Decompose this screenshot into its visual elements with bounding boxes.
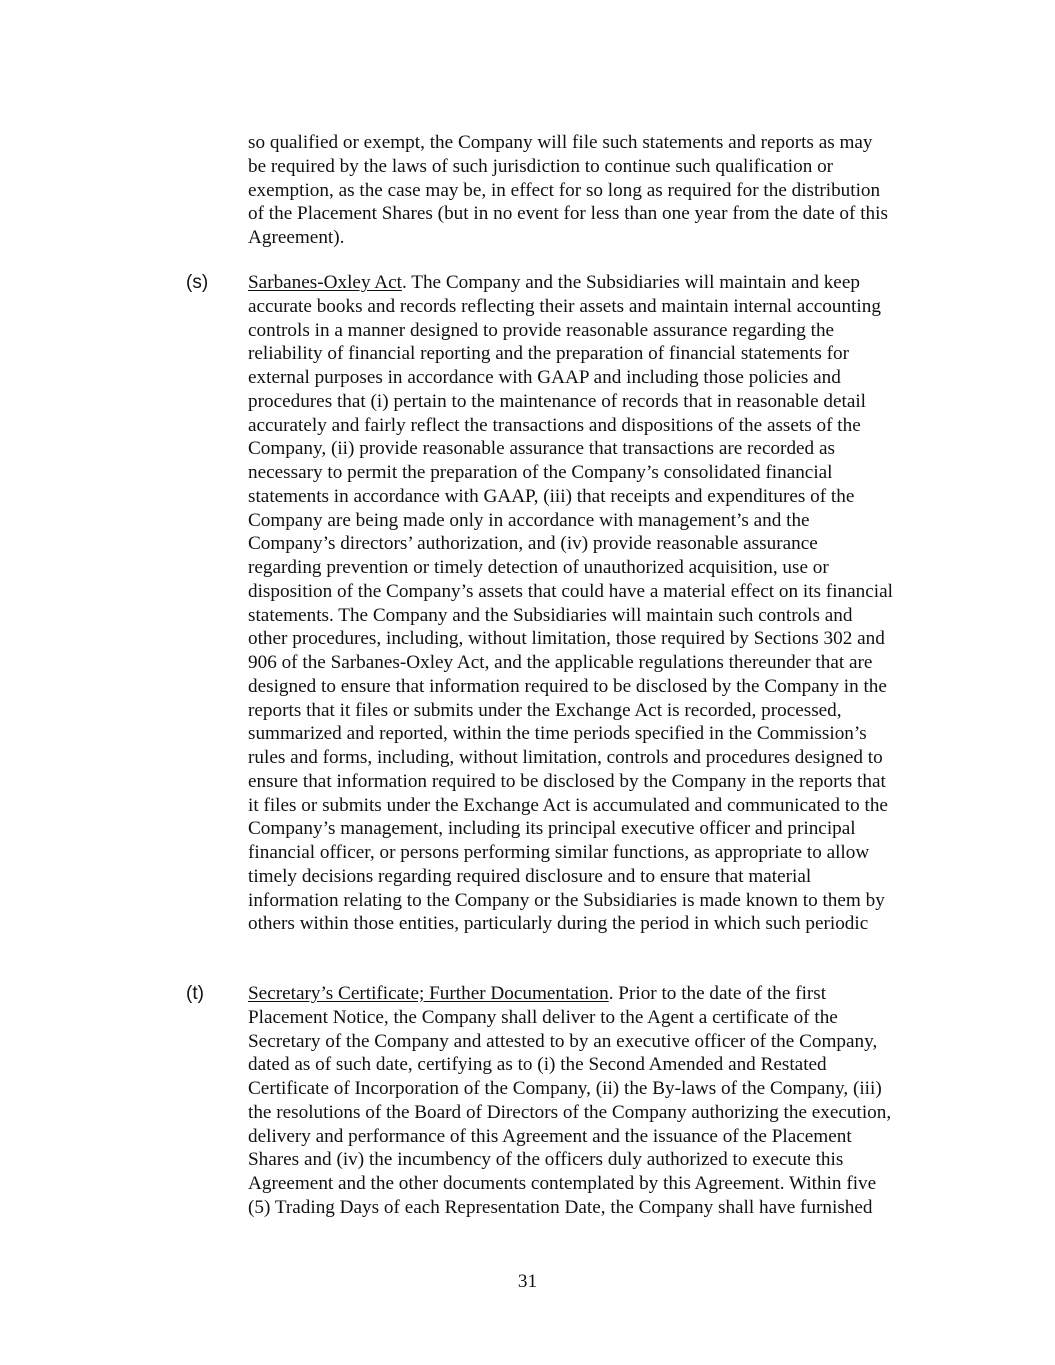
paragraph-line: of the Placement Shares (but in no event for less than one year from the date of this	[248, 203, 888, 225]
paragraph-line: dated as of such date, certifying as to (i) the Second Amended and Restated	[248, 1054, 827, 1076]
paragraph-line: information relating to the Company or the Subsidiaries is made known to them by	[248, 889, 885, 911]
paragraph-line: rules and forms, including, without limitation, controls and procedures designed to	[248, 747, 883, 768]
paragraph-line: statements in accordance with GAAP, (iii) that receipts and expenditures of the	[248, 485, 855, 507]
paragraph-line: regarding prevention or timely detection of unauthorized acquisition, use or	[248, 557, 829, 578]
section-first-line-text: . The Company and the Subsidiaries will maintain and keep	[402, 272, 860, 293]
section-first-line	[248, 271, 860, 295]
paragraph-line: accurate books and records reflecting their assets and maintain internal accounting	[248, 295, 881, 317]
paragraph-line: other procedures, including, without limitation, those required by Sections 302 and	[248, 628, 885, 650]
paragraph-line: controls in a manner designed to provide reasonable assurance regarding the	[248, 319, 835, 341]
paragraph-line: delivery and performance of this Agreement and the issuance of the Placement	[248, 1125, 852, 1147]
paragraph-line: Shares and (iv) the incumbency of the officers duly authorized to execute this	[248, 1149, 844, 1171]
paragraph-line: reports that it files or submits under the Exchange Act is recorded, processed,	[248, 699, 842, 721]
paragraph-line: Certificate of Incorporation of the Company, (ii) the By-laws of the Company, (iii)	[248, 1078, 882, 1099]
paragraph-line: Placement Notice, the Company shall deliver to the Agent a certificate of the	[248, 1006, 838, 1028]
paragraph-line: Company are being made only in accordance with management’s and the	[248, 509, 810, 531]
paragraph-line: exemption, as the case may be, in effect for so long as required for the distribution	[248, 179, 881, 201]
section-heading: Sarbanes-Oxley Act	[248, 272, 402, 293]
paragraph-line: external purposes in accordance with GAAP and including those policies and	[248, 367, 841, 388]
paragraph-line: Company, (ii) provide reasonable assurance that transactions are recorded as	[248, 438, 835, 460]
section-heading: Secretary’s Certificate; Further Documentation	[248, 983, 609, 1004]
paragraph-line: necessary to permit the preparation of the Company’s consolidated financial	[248, 462, 833, 483]
page-number: 31	[517, 1271, 538, 1292]
paragraph-line: timely decisions regarding required disclosure and to ensure that material	[248, 865, 812, 887]
paragraph-line: disposition of the Company’s assets that could have a material effect on its financial	[248, 580, 893, 602]
paragraph-line: Agreement).	[248, 227, 345, 248]
paragraph-line: 906 of the Sarbanes-Oxley Act, and the applicable regulations thereunder that are	[248, 652, 873, 673]
paragraph-line: summarized and reported, within the time periods specified in the Commission’s	[248, 723, 867, 745]
paragraph-line: ensure that information required to be disclosed by the Company in the reports that	[248, 770, 886, 792]
paragraph-line: Company’s directors’ authorization, and (iv) provide reasonable assurance	[248, 533, 818, 555]
section-s-sarbanes-oxley	[248, 271, 931, 936]
paragraph-line: financial officer, or persons performing similar functions, as appropriate to allow	[248, 842, 870, 863]
paragraph-line: accurately and fairly reflect the transactions and dispositions of the assets of the	[248, 414, 861, 436]
paragraph-line: it files or submits under the Exchange Act is accumulated and communicated to the	[248, 794, 888, 816]
paragraph-line: designed to ensure that information required to be disclosed by the Company in the	[248, 675, 887, 697]
section-t-secretary-certificate	[248, 982, 931, 1220]
paragraph-line: be required by the laws of such jurisdiction to continue such qualification or	[248, 155, 834, 177]
continuation-paragraph	[248, 131, 931, 250]
paragraph-line: others within those entities, particularly during the period in which such periodic	[248, 913, 869, 935]
paragraph-line: Agreement and the other documents contemplated by this Agreement. Within five	[248, 1173, 877, 1194]
paragraph-line: statements. The Company and the Subsidiaries will maintain such controls and	[248, 604, 853, 626]
paragraph-line: the resolutions of the Board of Directors of the Company authorizing the execution,	[248, 1101, 892, 1123]
paragraph-line: reliability of financial reporting and the preparation of financial statements for	[248, 343, 849, 365]
section-marker-t: (t)	[186, 983, 204, 1004]
paragraph-line: Company’s management, including its principal executive officer and principal	[248, 818, 856, 840]
section-first-line-text: . Prior to the date of the first	[608, 983, 827, 1004]
paragraph-line: so qualified or exempt, the Company will file such statements and reports as may	[248, 132, 873, 153]
paragraph-line: Secretary of the Company and attested to by an executive officer of the Company,	[248, 1030, 878, 1052]
section-marker-s: (s)	[186, 272, 209, 293]
paragraph-line: procedures that (i) pertain to the maintenance of records that in reasonable detail	[248, 390, 867, 412]
paragraph-line: (5) Trading Days of each Representation Date, the Company shall have furnished	[248, 1196, 873, 1218]
section-first-line	[248, 982, 826, 1006]
